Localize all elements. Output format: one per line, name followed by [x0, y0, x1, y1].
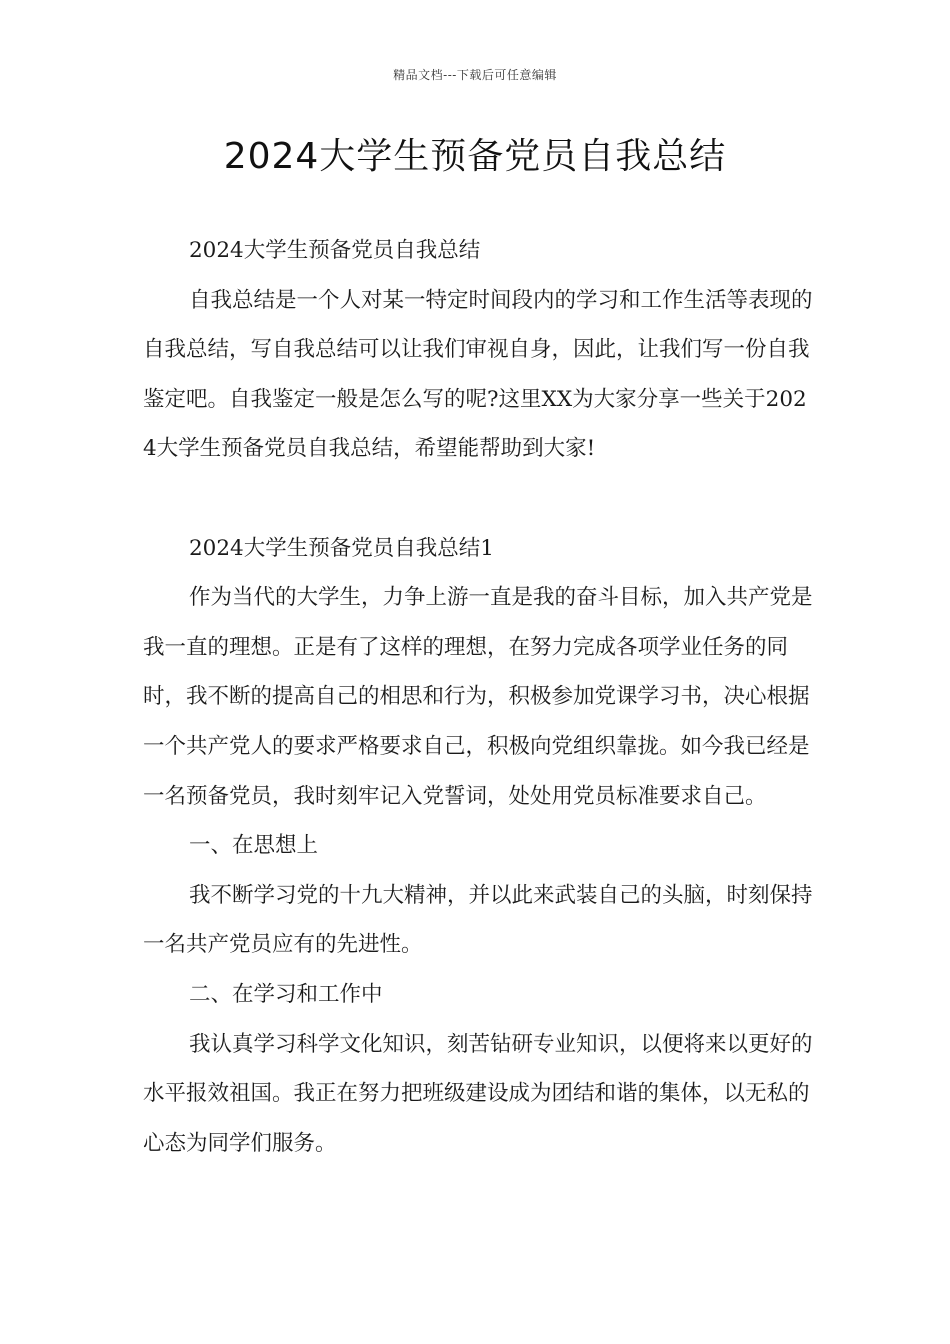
- section-1-paragraph: 作为当代的大学生，力争上游一直是我的奋斗目标，加入共产党是我一直的理想。正是有了这样的理想，在努力完成各项学业任务的同时，我不断的提高自己的相思和行为，积极参加党课学习书，决心根据一个共产党人的要求严格要求自己，积极向党组织靠拢。如今我已经是一名预备党员，我时刻牢记入党誓词，处处用党员标准要求自己。: [143, 585, 813, 809]
- thought-paragraph: 我不断学习党的十九大精神，并以此来武装自己的头脑，时刻保持一名共产党员应有的先进性。: [143, 882, 813, 958]
- document-title: 2024大学生预备党员自我总结: [223, 136, 727, 177]
- intro-paragraph: 自我总结是一个人对某一特定时间段内的学习和工作生活等表现的自我总结，写自我总结可以让我们审视自身，因此，让我们写一份自我鉴定吧。自我鉴定一般是怎么写的呢?这里XX为大家分享一些关于2024大学生预备党员自我总结，希望能帮助到大家!: [143, 287, 813, 462]
- study-work-paragraph: 我认真学习科学文化知识，刻苦钻研专业知识，以便将来以更好的水平报效祖国。我正在努力把班级建设成为团结和谐的集体，以无私的心态为同学们服务。: [143, 1031, 813, 1156]
- subheading-thought: 一、在思想上: [189, 833, 319, 859]
- document-body: [143, 226, 815, 1168]
- section-1-heading: 2024大学生预备党员自我总结1: [189, 535, 494, 561]
- paragraph-gap: [143, 474, 815, 524]
- intro-heading: 2024大学生预备党员自我总结: [189, 238, 481, 263]
- header-note: 精品文档---下载后可任意编辑: [393, 68, 557, 82]
- subheading-study-work: 二、在学习和工作中: [189, 981, 383, 1007]
